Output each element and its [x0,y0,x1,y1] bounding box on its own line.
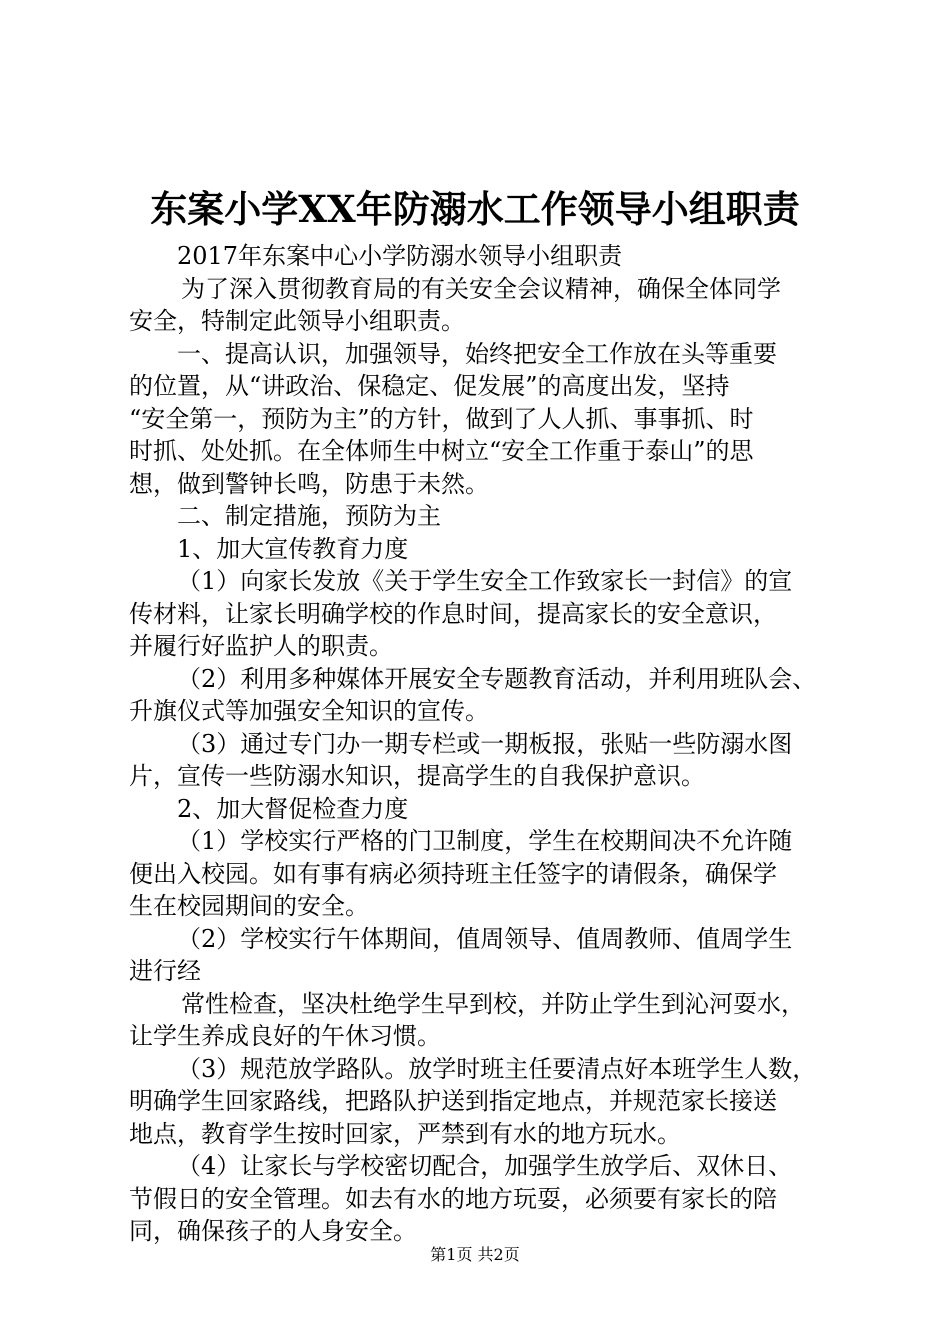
text-line: 2、加大督促检查力度 [177,794,409,823]
text-line: 升旗仪式等加强安全知识的宣传。 [129,697,489,725]
text-line: 安全，特制定此领导小组职责。 [129,307,465,335]
text-line: 生在校园期间的安全。 [129,892,369,920]
text-line: （3）规范放学路队。放学时班主任要清点好本班学生人数， [177,1054,817,1083]
text-line: 2017年东案中心小学防溺水领导小组职责 [177,242,623,270]
text-line: （3）通过专门办一期专栏或一期板报，张贴一些防溺水图 [177,729,793,758]
text-line: 传材料，让家长明确学校的作息时间，提高家长的安全意识， [129,599,777,628]
text-line: 并履行好监护人的职责。 [129,632,393,660]
text-line: 为了深入贯彻教育局的有关安全会议精神，确保全体同学 [181,274,781,303]
text-line: 便出入校园。如有事有病必须持班主任签字的请假条，确保学 [129,859,777,888]
document-body [129,240,829,1248]
text-line: （2）利用多种媒体开展安全专题教育活动，并利用班队会、 [177,664,817,693]
text-line: 片，宣传一些防溺水知识，提高学生的自我保护意识。 [129,762,705,790]
text-line: 节假日的安全管理。如去有水的地方玩耍，必须要有家长的陪 [129,1184,777,1213]
text-line: 时抓、处处抓。在全体师生中树立“安全工作重于泰山”的思 [129,437,754,465]
text-line: 的位置，从“讲政治、保稳定、促发展”的高度出发，坚持 [129,372,730,400]
text-line: （1）向家长发放《关于学生安全工作致家长一封信》的宣 [177,567,793,595]
text-line: 常性检查，坚决杜绝学生早到校，并防止学生到沁河耍水， [181,989,805,1018]
text-line: 进行经 [129,957,201,985]
text-line: 地点，教育学生按时回家，严禁到有水的地方玩水。 [129,1119,681,1148]
text-line: （4）让家长与学校密切配合，加强学生放学后、双休日、 [177,1152,793,1180]
document-title: 东案小学XX年防溺水工作领导小组职责 [150,187,800,231]
text-line: 一、提高认识，加强领导，始终把安全工作放在头等重要 [177,339,777,368]
text-line: （2）学校实行午体期间，值周领导、值周教师、值周学生 [177,924,793,953]
page-footer: 第1页 共2页 [430,1245,520,1264]
text-line: 二、制定措施，预防为主 [177,502,441,530]
text-line: 明确学生回家路线，把路队护送到指定地点，并规范家长接送 [129,1087,777,1115]
text-line: 让学生养成良好的午休习惯。 [129,1022,441,1050]
text-line: 同，确保孩子的人身安全。 [129,1217,417,1245]
text-line: 1、加大宣传教育力度 [177,534,409,563]
text-line: “安全第一，预防为主”的方针，做到了人人抓、事事抓、时 [129,404,754,433]
text-line: 想，做到警钟长鸣，防患于未然。 [129,469,489,498]
text-line: （1）学校实行严格的门卫制度，学生在校期间决不允许随 [177,827,793,855]
